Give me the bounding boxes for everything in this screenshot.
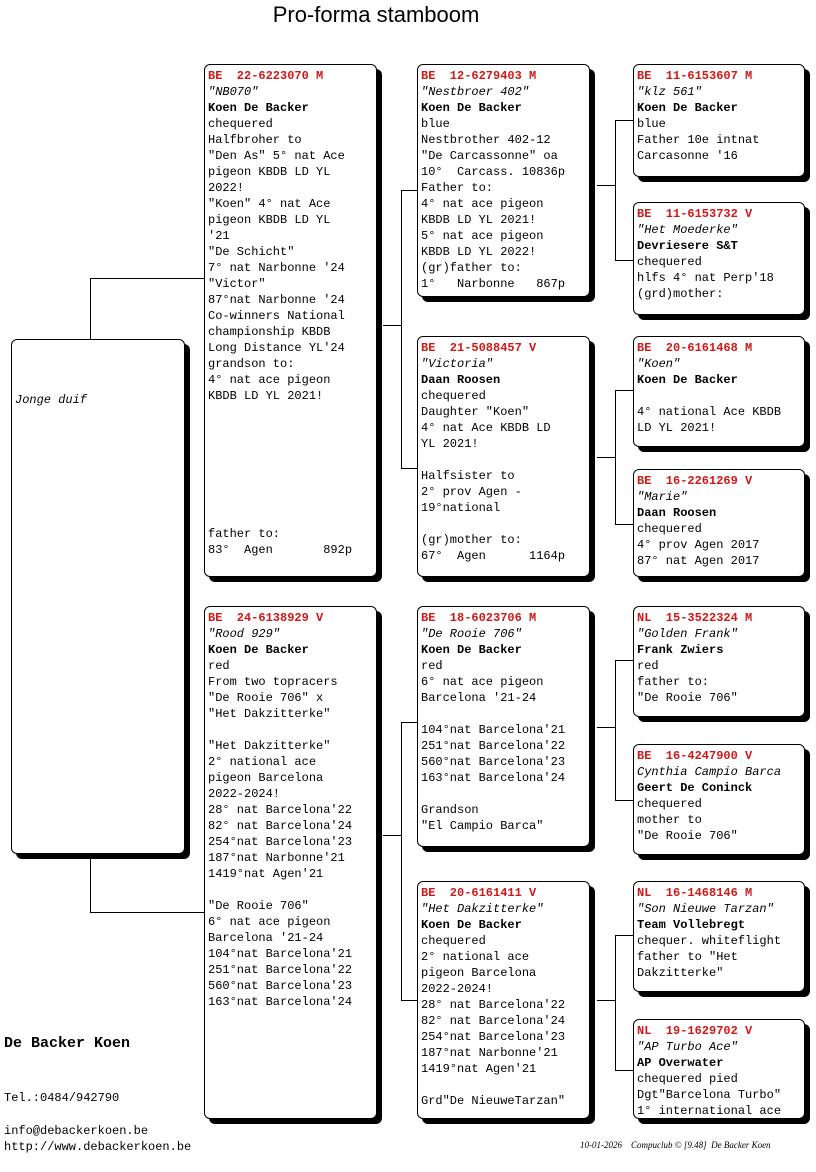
info-line: 28° nat Barcelona'22 [208,803,353,817]
grandmother-maternal-box[interactable] [417,881,590,1119]
footer-line: father to: [208,527,281,541]
info-line: "De Carcassonne" oa [421,149,558,163]
owner-name: Koen De Backer [637,373,738,387]
ggp-mfm-box[interactable] [633,744,805,855]
info-line: 187°nat Narbonne'21 [421,1046,558,1060]
owner-name: Koen De Backer [208,101,309,115]
pigeon-name: "AP Turbo Ace" [637,1040,738,1054]
info-line: Co-winners National [208,309,345,323]
info-line: 6° nat ace pigeon [421,675,544,689]
ring-number: BE 24-6138929 V [208,611,324,625]
father-box[interactable] [204,64,377,577]
info-line: 1419°nat Agen'21 [421,1062,537,1076]
info-line: 2° national ace [208,755,317,769]
breeder-email[interactable]: info@debackerkoen.be [4,1124,149,1138]
pigeon-name: "Son Nieuwe Tarzan" [637,902,774,916]
info-line: 163°nat Barcelona'24 [421,771,566,785]
info-line: "Den As" 5° nat Ace [208,149,345,163]
info-line: chequered [637,255,702,269]
info-line: championship KBDB [208,325,331,339]
info-line: Grd"De NieuweTarzan" [421,1094,566,1108]
owner-name: Team Vollebregt [637,918,746,932]
ggp-mff-box[interactable] [633,606,805,717]
pigeon-name: "Koen" [637,357,681,371]
info-line: 28° nat Barcelona'22 [421,998,566,1012]
info-line: 254°nat Barcelona'23 [421,1030,566,1044]
info-line: Grandson [421,803,479,817]
ring-number: BE 16-4247900 V [637,749,753,763]
mother-box[interactable] [204,606,377,1119]
grandfather-paternal-box[interactable] [417,64,590,297]
info-line: Father to: [421,181,494,195]
info-line: 10° Carcass. 10836p [421,165,566,179]
info-line: chequered [421,934,486,948]
info-line: Dgt"Barcelona Turbo" [637,1088,782,1102]
info-line: 104°nat Barcelona'21 [421,723,566,737]
footer-info [208,526,352,558]
info-line: 4° nat ace pigeon [421,197,544,211]
info-line: 163°nat Barcelona'24 [208,995,353,1009]
pigeon-name: "NB070" [208,85,259,99]
owner-name: AP Overwater [637,1056,724,1070]
info-line: YL 2021! [421,437,479,451]
info-line: 104°nat Barcelona'21 [208,947,353,961]
info-line: 560°nat Barcelona'23 [208,979,353,993]
ring-number: BE 20-6161468 M [637,341,753,355]
pigeon-name: "Nestbroer 402" [421,85,530,99]
info-line: (grd)mother: [637,287,724,301]
ggp-mmm-box[interactable] [633,1019,805,1119]
info-line: 2° national ace [421,950,530,964]
info-line: '21 [208,229,230,243]
info-line: (gr)mother to: [421,533,522,547]
owner-name: Koen De Backer [421,918,522,932]
subject-name: Jonge duif [15,393,88,407]
info-line: 5° nat ace pigeon [421,229,544,243]
info-line: 87°nat Narbonne '24 [208,293,345,307]
info-line [421,1077,586,1093]
pigeon-name: "Het Dakzitterke" [421,902,544,916]
info-line: 82° nat Barcelona'24 [208,819,353,833]
info-line: pigeon Barcelona [208,771,324,785]
info-line: pigeon Barcelona [421,966,537,980]
info-line [421,706,586,722]
info-line: "De Rooie 706" x [208,691,324,705]
info-line: Father 10e intnat [637,133,760,147]
info-line: "De Schicht" [208,245,295,259]
info-line: "Het Dakzitterke" [208,707,331,721]
pigeon-name: "Marie" [637,490,688,504]
ggp-mmf-box[interactable] [633,881,805,992]
ggp-fmm-box[interactable] [633,469,805,577]
breeder-website[interactable]: http://www.debackerkoen.be [4,1140,192,1154]
pigeon-name: "klz 561" [637,85,702,99]
info-line: father to: [637,675,710,689]
owner-name: Koen De Backer [421,101,522,115]
owner-name: Geert De Coninck [637,781,753,795]
pigeon-name: "Rood 929" [208,627,281,641]
info-line: 254°nat Barcelona'23 [208,835,353,849]
ring-number: BE 20-6161411 V [421,886,537,900]
info-line: 7° nat Narbonne '24 [208,261,345,275]
info-line: Nestbrother 402-12 [421,133,551,147]
info-line: 560°nat Barcelona'23 [421,755,566,769]
grandfather-maternal-box[interactable] [417,606,590,847]
info-line: 4° nat ace pigeon [208,373,331,387]
info-line: 4° prov Agen 2017 [637,538,760,552]
info-line: hlfs 4° nat Perp'18 [637,271,774,285]
owner-name: Koen De Backer [208,643,309,657]
ring-number: BE 21-5088457 V [421,341,537,355]
owner-name: Devriesere S&T [637,239,738,253]
info-line: Halfsister to [421,469,515,483]
info-line: chequered [637,797,702,811]
info-line: 82° nat Barcelona'24 [421,1014,566,1028]
pigeon-name: "De Rooie 706" [421,627,522,641]
info-line: red [208,659,230,673]
info-line: red [637,659,659,673]
ggp-fff-box[interactable] [633,64,805,177]
info-line [637,388,801,404]
ggp-ffm-box[interactable] [633,202,805,315]
ring-number: NL 19-1629702 V [637,1024,753,1038]
info-line: "Koen" 4° nat Ace [208,197,331,211]
owner-name: Koen De Backer [637,101,738,115]
info-line: "De Rooie 706" [208,899,309,913]
info-line: 187°nat Narbonne'21 [208,851,345,865]
grandmother-paternal-box[interactable] [417,336,590,577]
info-line: mother to [637,813,702,827]
page-title: Pro-forma stamboom [272,2,480,27]
info-line: blue [637,117,666,131]
info-line: "Het Dakzitterke" [208,739,331,753]
ring-number: NL 15-3522324 M [637,611,753,625]
info-line: 4° national Ace KBDB [637,405,782,419]
info-line: "De Rooie 706" [637,691,738,705]
info-line: chequered [421,389,486,403]
info-line: 251°nat Barcelona'22 [208,963,353,977]
owner-name: Daan Roosen [421,373,501,387]
info-line: chequered [637,522,702,536]
ring-number: BE 12-6279403 M [421,69,537,83]
info-line: Barcelona '21-24 [421,691,537,705]
info-line: 251°nat Barcelona'22 [421,739,566,753]
breeder-phone: Tel.:0484/942790 [4,1091,120,1105]
info-line: blue [421,117,450,131]
ring-number: BE 18-6023706 M [421,611,537,625]
footer-line: 83° Agen 892p [208,543,353,557]
info-line [208,882,373,898]
info-line: 1419°nat Agen'21 [208,867,324,881]
info-line: Barcelona '21-24 [208,931,324,945]
ring-number: NL 16-1468146 M [637,886,753,900]
info-line: 6° nat ace pigeon [208,915,331,929]
pigeon-name: "Het Moederke" [637,223,738,237]
info-line: KBDB LD YL 2021! [208,389,324,403]
info-line: Daughter "Koen" [421,405,530,419]
info-line: 1° international ace [637,1104,782,1118]
info-line: father to "Het [637,950,738,964]
ring-number: BE 16-2261269 V [637,474,753,488]
info-line: 2022-2024! [421,982,494,996]
info-line: grandson to: [208,357,295,371]
info-line: KBDB LD YL 2021! [421,213,537,227]
info-line: red [421,659,443,673]
info-line: "Victor" [208,277,266,291]
pigeon-name: Cynthia Campio Barca [637,765,782,779]
info-line: 2° prov Agen - [421,485,522,499]
info-line: chequered pied [637,1072,738,1086]
info-line: Carcasonne '16 [637,149,738,163]
info-line [208,722,373,738]
info-line [421,516,586,532]
ring-number: BE 22-6223070 M [208,69,324,83]
info-line: 2022! [208,181,245,195]
info-line [421,452,586,468]
pigeon-name: "Golden Frank" [637,627,738,641]
info-line: Dakzitterke" [637,966,724,980]
info-line: "El Campio Barca" [421,819,544,833]
info-line: chequer. whiteflight [637,934,782,948]
info-line: KBDB LD YL 2022! [421,245,537,259]
info-line: 1° Narbonne 867p [421,277,566,291]
info-line: chequered [208,117,273,131]
info-line: pigeon KBDB LD YL [208,165,331,179]
info-line: From two topracers [208,675,338,689]
subject-box[interactable] [11,339,185,854]
owner-name: Daan Roosen [637,506,717,520]
info-line [421,786,586,802]
owner-name: Frank Zwiers [637,643,724,657]
info-line: LD YL 2021! [637,421,717,435]
info-line: 19°national [421,501,501,515]
ggp-fmf-box[interactable] [633,336,805,447]
ring-number: BE 11-6153607 M [637,69,753,83]
info-line: Halfbroher to [208,133,302,147]
info-line: "De Rooie 706" [637,829,738,843]
info-line: 2022-2024! [208,787,281,801]
info-line: 4° nat Ace KBDB LD [421,421,551,435]
info-line: (gr)father to: [421,261,522,275]
ring-number: BE 11-6153732 V [637,207,753,221]
owner-name: Koen De Backer [421,643,522,657]
print-info: 10-01-2026 Compuclub © [9.48] De Backer Koen [580,1140,771,1150]
breeder-name: De Backer Koen [4,1035,131,1052]
pigeon-name: "Victoria" [421,357,494,371]
info-line: 87° nat Agen 2017 [637,554,760,568]
info-line: pigeon KBDB LD YL [208,213,331,227]
info-line: 67° Agen 1164p [421,549,566,563]
info-line: Long Distance YL'24 [208,341,345,355]
